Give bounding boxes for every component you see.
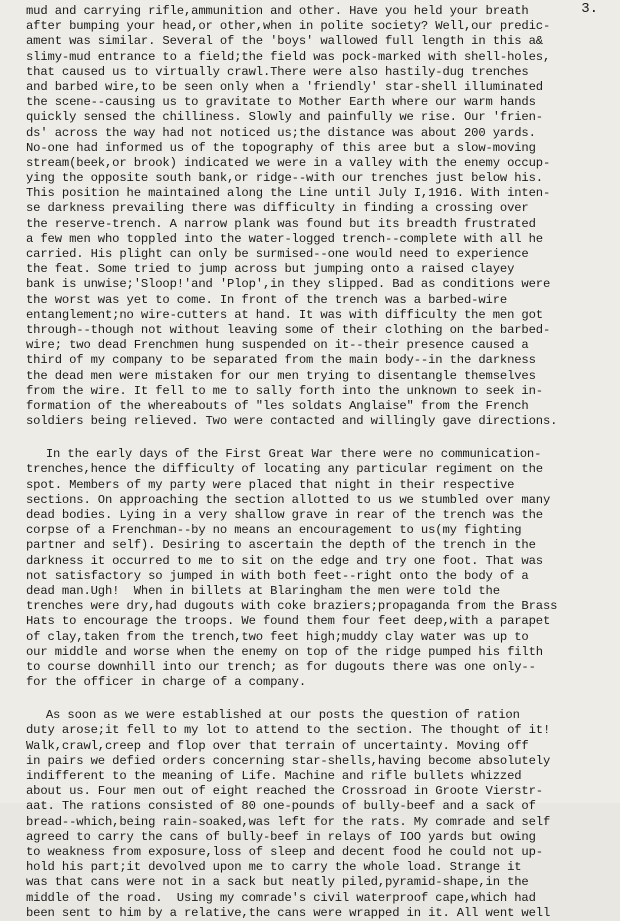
text-line: the worst was yet to come. In front of the trench was a barbed-wire (26, 292, 508, 307)
text-line: through--though not without leaving some of their clothing on the barbed- (26, 322, 551, 337)
text-line: and barbed wire,to be seen only when a 'friendly' star-shell illuminated (26, 79, 543, 94)
paragraph-3 (26, 708, 616, 921)
text-line: to course downhill into our trench; as for dugouts there was one only-- (26, 659, 536, 674)
text-line: middle of the road. Using my comrade's civil waterproof cape,which had (26, 890, 536, 905)
text-line: No-one had informed us of the topography of this aree but a slow-moving (26, 140, 536, 155)
text-line: the reserve-trench. A narrow plank was found but its breadth frustrated (26, 216, 536, 231)
text-line: Hats to encourage the troops. We found them four feet deep,with a parapet (26, 614, 551, 629)
text-line: slimy-mud entrance to a field;the field was pock-marked with shell-holes, (26, 49, 551, 64)
text-line: formation of the whereabouts of "les soldats Anglaise" from the French (26, 398, 529, 413)
text-line: stream(beek,or brook) indicated we were in a valley with the enemy occup- (26, 155, 551, 170)
text-line: partner and self). Desiring to ascertain the depth of the trench in the (26, 538, 536, 553)
paragraph-gap (26, 690, 616, 708)
text-line: dead man.Ugh! When in billets at Blaringham the men were told the (26, 583, 500, 598)
text-line: not satisfactory so jumped in with both feet--right onto the body of a (26, 568, 529, 583)
text-line: a few men who toppled into the water-logged trench--complete with all he (26, 231, 543, 246)
text-line: for the officer in charge of a company. (26, 675, 307, 690)
text-line: quickly sensed the chilliness. Slowly and painfully we rise. Our 'frien- (26, 110, 543, 125)
text-line: se darkness prevailing there was difficulty in finding a crossing over (26, 201, 529, 216)
text-line: Walk,crawl,creep and flop over that terrain of uncertainty. Moving off (26, 738, 529, 753)
page-body (26, 4, 616, 921)
text-line: This position he maintained along the Line until July I,1916. With inten- (26, 186, 551, 201)
text-line: aat. The rations consisted of 80 one-pounds of bully-beef and a sack of (26, 799, 536, 814)
text-line: that caused us to virtually crawl.There were also hastily-dug trenches (26, 64, 529, 79)
text-line: third of my company to be separated from the main body--in the darkness (26, 353, 536, 368)
text-line: mud and carrying rifle,ammunition and other. Have you held your breath (26, 4, 529, 18)
text-line: ying the opposite south bank,or ridge--with our trenches just below his. (26, 171, 543, 186)
text-line: agreed to carry the cans of bully-beef in relays of IOO yards but owing (26, 829, 536, 844)
text-line: trenches,hence the difficulty of locating any particular regiment on the (26, 462, 543, 477)
text-line: the feat. Some tried to jump across but jumping onto a raised clayey (26, 262, 515, 277)
text-line: sections. On approaching the section allotted to us we stumbled over many (26, 492, 551, 507)
text-line: corpse of a Frenchman--by no means an encouragement to us(my fighting (26, 523, 522, 538)
text-line: of clay,taken from the trench,two feet high;muddy clay water was up to (26, 629, 529, 644)
text-line: hold his part;it devolved upon me to carry the whole load. Strange it (26, 860, 522, 875)
text-line: ds' across the way had not noticed us;the distance was about 200 yards. (26, 125, 536, 140)
text-line: duty arose;it fell to my lot to attend to the section. The thought of it! (26, 723, 551, 738)
text-line: carried. His plight can only be surmised--one would need to experience (26, 247, 529, 261)
text-line: wire; two dead Frenchmen hung suspended on it--their presence caused a (26, 338, 529, 353)
text-line: to weakness from exposure,loss of sleep and decent food he could not up- (26, 844, 543, 859)
paragraph-1 (26, 4, 616, 429)
text-line: spot. Members of my party were placed that night in their respective (26, 477, 515, 492)
text-line: As soon as we were established at our posts the question of ration (45, 708, 520, 723)
text-line: the dead men were mistaken for our men trying to disentangle themselves (26, 368, 536, 383)
text-line: ament was similar. Several of the 'boys' wallowed full length in this a& (26, 34, 543, 49)
text-line: from the wire. It fell to me to sally forth into the unknown to seek in- (26, 383, 543, 398)
paragraph-gap (26, 429, 616, 447)
page-number: 3. (581, 1, 598, 17)
text-line: dead bodies. Lying in a very shallow grave in rear of the trench was the (26, 508, 543, 522)
text-line: was that cans were not in a sack but neatly piled,pyramid-shape,in the (26, 875, 529, 890)
text-line: been sent to him by a relative,the cans were wrapped in it. All went well (26, 905, 551, 920)
text-line: bread--which,being rain-soaked,was left for the rats. My comrade and self (26, 814, 551, 829)
text-line: about us. Four men out of eight reached the Crossroad in Groote Vierstr- (26, 784, 543, 799)
text-line: after bumping your head,or other,when in polite society? Well,our predic- (26, 19, 551, 34)
paragraph-2 (26, 447, 616, 690)
text-line: indifferent to the meaning of Life. Machine and rifle bullets whizzed (26, 769, 522, 783)
text-line: darkness it occurred to me to sit on the edge and try one foot. That was (26, 553, 543, 568)
text-line: the scene--causing us to gravitate to Mother Earth where our warm hands (26, 95, 536, 110)
text-line: in pairs we defied orders concerning star-shells,having become absolutely (26, 753, 551, 768)
text-line: In the early days of the First Great War there were no communication- (45, 447, 542, 462)
text-line: trenches were dry,had dugouts with coke braziers;propaganda from the Brass (26, 599, 558, 614)
text-line: bank is unwise;'Sloop!'and 'Plop',in they slipped. Bad as conditions were (26, 277, 551, 292)
text-line: entanglement;no wire-cutters at hand. It was with difficulty the men got (26, 307, 543, 322)
text-line: soldiers being relieved. Two were contacted and willingly gave directions. (26, 414, 558, 429)
text-line: our middle and worse when the enemy on top of the ridge pumped his filth (26, 644, 543, 659)
